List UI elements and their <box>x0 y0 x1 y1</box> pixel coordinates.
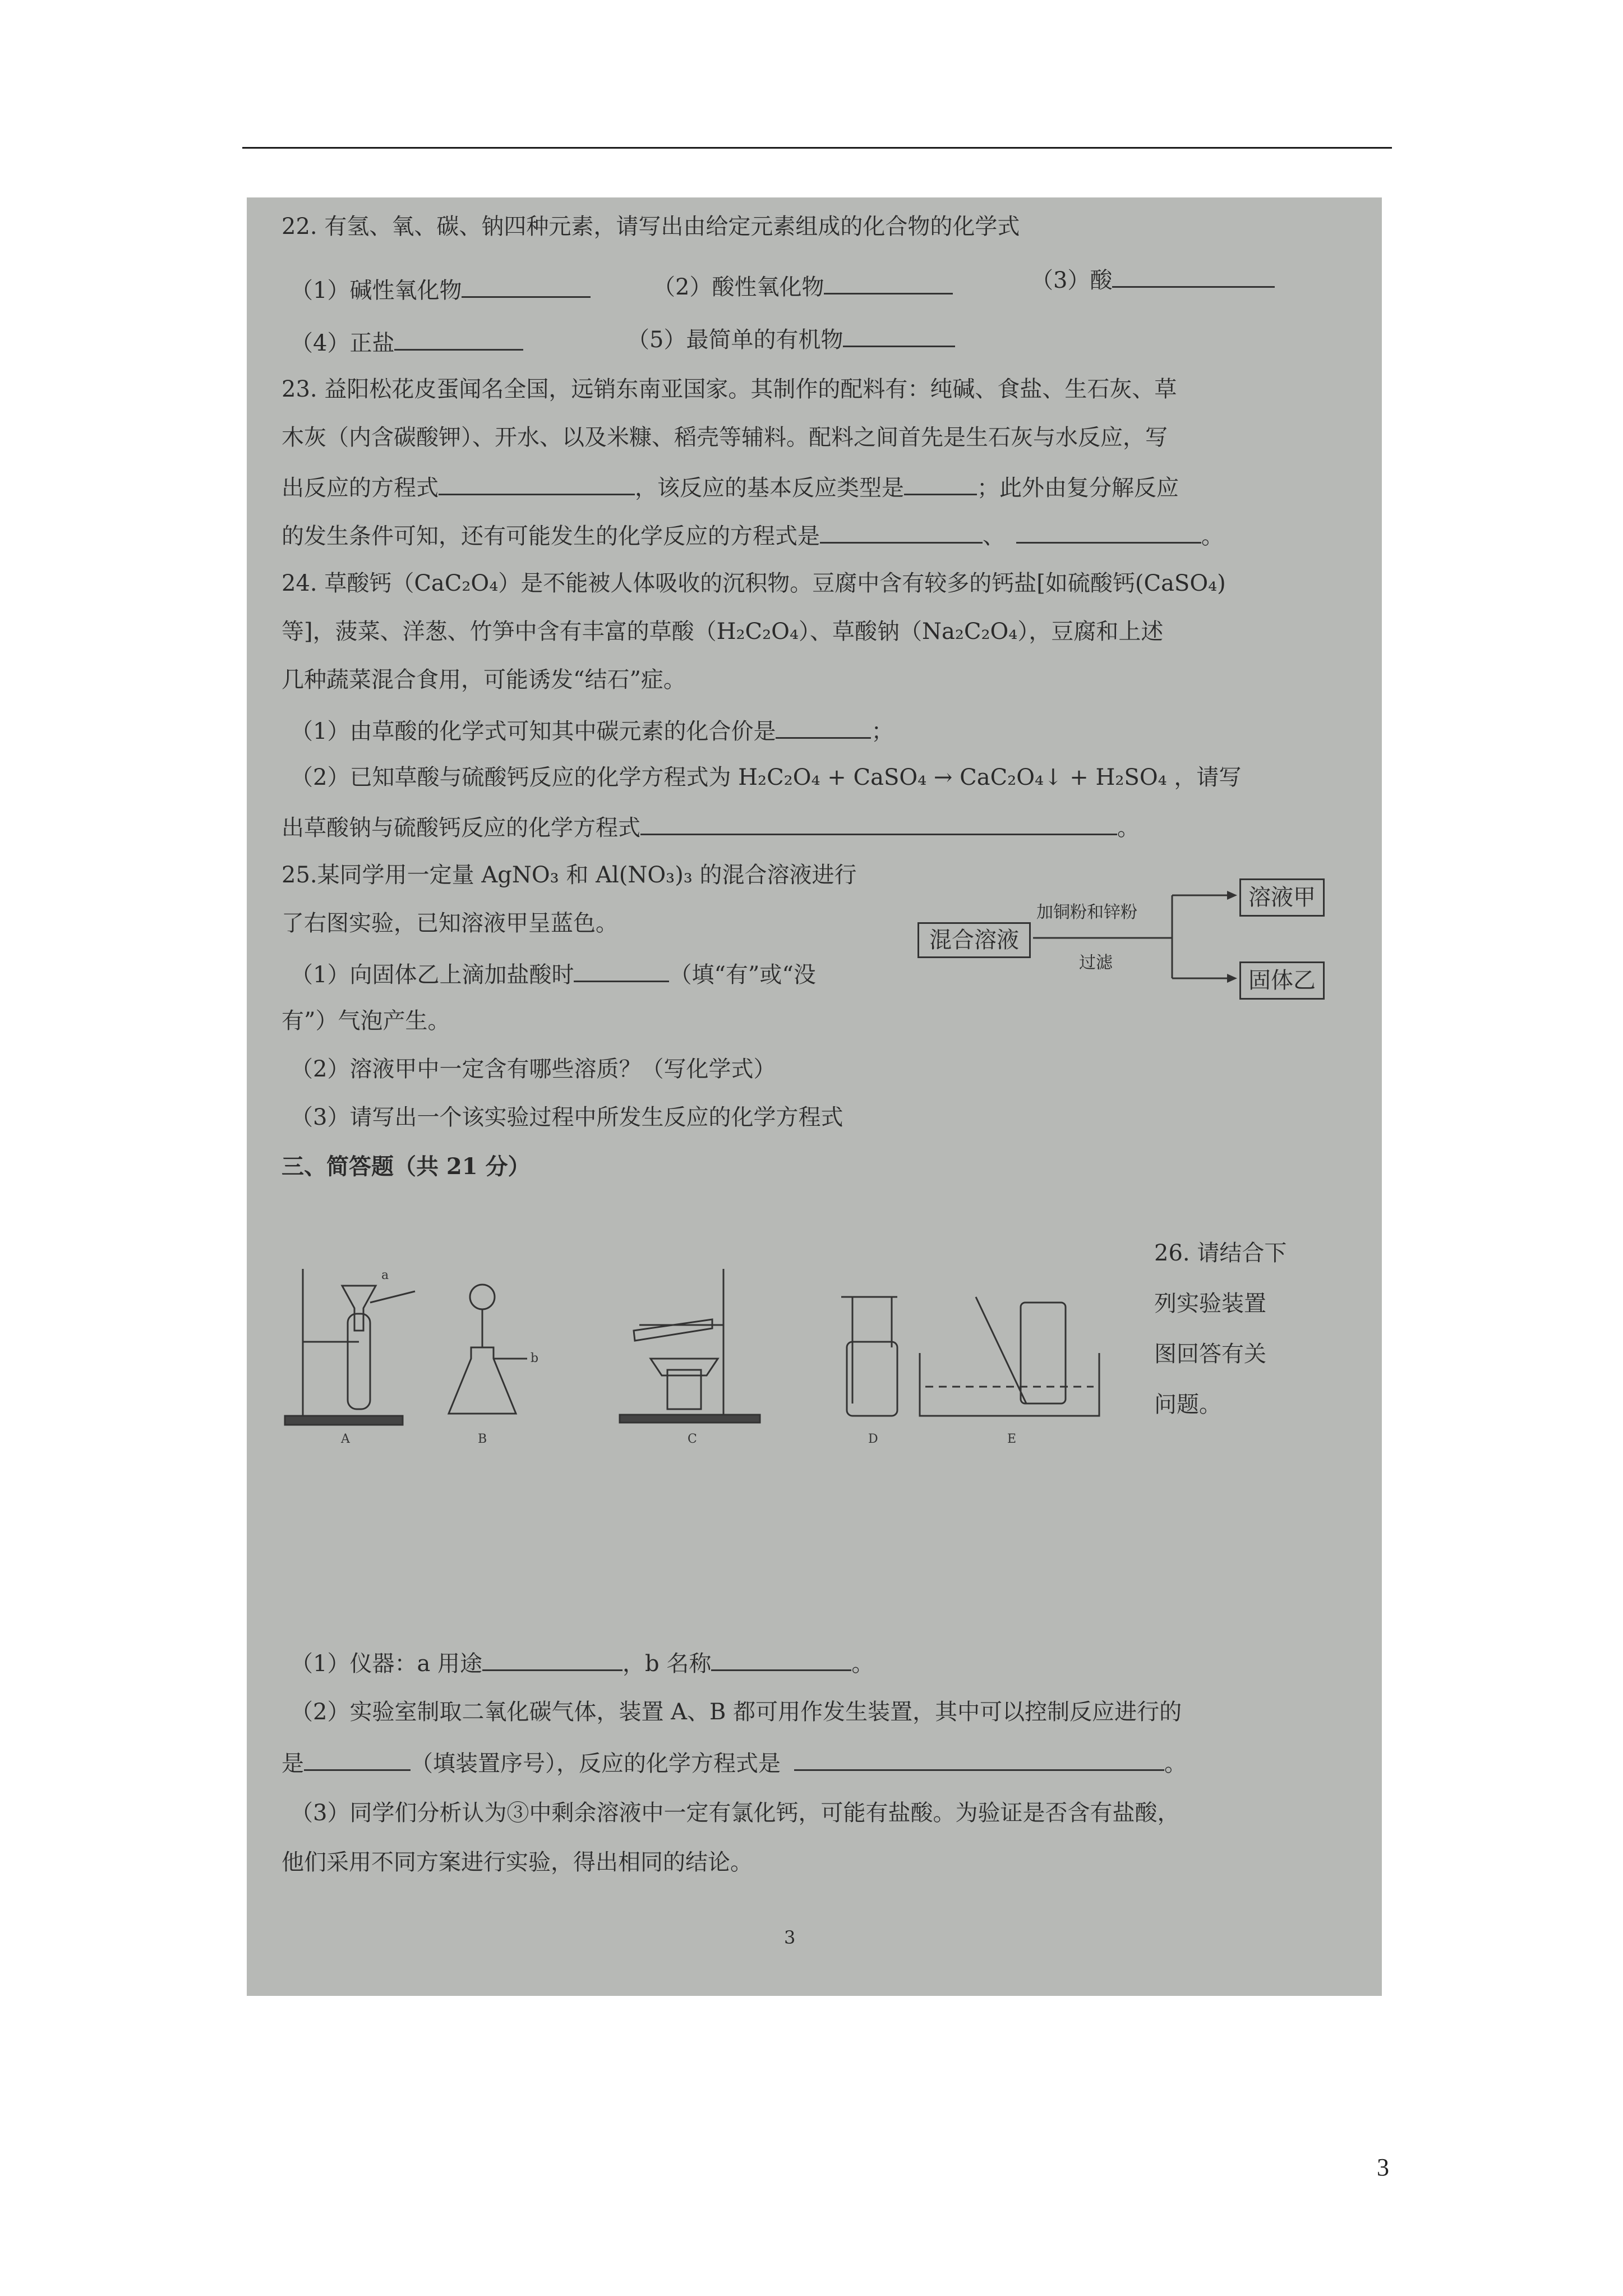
answer-blank[interactable] <box>1112 267 1275 288</box>
q26-side-4: 问题。 <box>1154 1392 1221 1418</box>
answer-blank[interactable] <box>904 475 977 495</box>
q22-part2: （2）酸性氧化物 <box>653 274 953 298</box>
answer-blank[interactable] <box>394 330 523 351</box>
page-number: 3 <box>1377 2154 1389 2181</box>
q23-line4: 的发生条件可知，还有可能发生的化学反应的方程式是 、 。 <box>282 523 1224 549</box>
apparatus-mark-a: a <box>381 1268 389 1282</box>
answer-blank[interactable] <box>304 1750 411 1771</box>
flow-solid-box: 固体乙 <box>1239 961 1325 1000</box>
flow-solution-box: 溶液甲 <box>1239 878 1325 917</box>
q22-part3: （3）酸 <box>1031 267 1275 292</box>
flow-reagent-label: 加铜粉和锌粉 <box>1036 903 1137 922</box>
apparatus-label-e: E <box>1007 1432 1017 1446</box>
q23-line2: 木灰（内含碳酸钾）、开水、以及米糠、稻壳等辅料。配料之间首先是生石灰与水反应，写 <box>282 425 1168 450</box>
apparatus-label-b: B <box>478 1432 487 1446</box>
answer-blank[interactable] <box>574 961 669 982</box>
q23-line3: 出反应的方程式 ，该反应的基本反应类型是 ；此外由复分解反应 <box>282 475 1179 501</box>
q25-part1-cont: 有”）气泡产生。 <box>282 1008 450 1034</box>
q25-part3: （3）请写出一个该实验过程中所发生反应的化学方程式 <box>291 1105 843 1130</box>
flow-op-label: 过滤 <box>1079 953 1113 973</box>
q26-side-3: 图回答有关 <box>1154 1341 1266 1367</box>
answer-blank[interactable] <box>711 1650 851 1671</box>
q25-part2: （2）溶液甲中一定含有哪些溶质？（写化学式） <box>291 1056 776 1082</box>
answer-blank[interactable] <box>439 475 635 495</box>
q24-line1: 24. 草酸钙（CaC₂O₄）是不能被人体吸收的沉积物。豆腐中含有较多的钙盐[如硫酸钙(CaSO₄) <box>282 570 1226 596</box>
q26-part3: （3）同学们分析认为③中剩余溶液中一定有氯化钙，可能有盐酸。为验证是否含有盐酸， <box>291 1800 1180 1826</box>
apparatus-mark-b: b <box>531 1351 539 1365</box>
answer-blank[interactable] <box>482 1650 623 1671</box>
q26-part2: （2）实验室制取二氧化碳气体，装置 A、B 都可用作发生装置，其中可以控制反应进行的 <box>291 1699 1182 1725</box>
q24-part1: （1）由草酸的化学式可知其中碳元素的化合价是 ； <box>291 719 894 744</box>
apparatus-label-a: A <box>341 1432 350 1446</box>
answer-blank[interactable] <box>794 1750 1164 1771</box>
q26-part3-cont: 他们采用不同方案进行实验，得出相同的结论。 <box>282 1849 753 1875</box>
q25-line2: 了右图实验，已知溶液甲呈蓝色。 <box>282 910 618 936</box>
q24-part2: （2）已知草酸与硫酸钙反应的化学方程式为 H₂C₂O₄ + CaSO₄ → CaC₂O₄↓ + H₂SO₄ ，请写 <box>291 765 1242 790</box>
answer-blank[interactable] <box>824 274 953 295</box>
answer-blank[interactable] <box>640 815 1117 835</box>
q24-line3: 几种蔬菜混合食用，可能诱发“结石”症。 <box>282 667 686 693</box>
answer-blank[interactable] <box>1016 523 1201 544</box>
q22-stem: 22. 有氢、氧、碳、钠四种元素，请写出由给定元素组成的化合物的化学式 <box>282 214 1020 240</box>
answer-blank[interactable] <box>776 718 871 739</box>
q26-part2-cont: 是 （填装置序号），反应的化学方程式是 。 <box>282 1751 1187 1777</box>
section3-heading: 三、简答题（共 21 分） <box>282 1153 531 1180</box>
apparatus-figure <box>280 1263 1133 1448</box>
q24-part2-cont: 出草酸钠与硫酸钙反应的化学方程式 。 <box>282 815 1140 841</box>
apparatus-label-c: C <box>688 1432 697 1446</box>
q26-side-2: 列实验装置 <box>1154 1291 1266 1317</box>
q25-part1: （1）向固体乙上滴加盐酸时 （填“有”或“没 <box>291 962 816 988</box>
q24-line2: 等]，菠菜、洋葱、竹笋中含有丰富的草酸（H₂C₂O₄）、草酸钠（Na₂C₂O₄），豆腐和上述 <box>282 619 1164 645</box>
q25-line1: 25.某同学用一定量 AgNO₃ 和 Al(NO₃)₃ 的混合溶液进行 <box>282 862 857 888</box>
answer-blank[interactable] <box>820 523 983 544</box>
q22-part1: （1）碱性氧化物 <box>291 277 591 302</box>
exam-photo <box>247 197 1382 1996</box>
q26-part1: （1）仪器：a 用途 ，b 名称 。 <box>291 1651 874 1677</box>
q22-part5: （5）最简单的有机物 <box>627 326 955 351</box>
apparatus-label-d: D <box>868 1432 878 1446</box>
q23-line1: 23. 益阳松花皮蛋闻名全国，远销东南亚国家。其制作的配料有：纯碱、食盐、生石灰、草 <box>282 376 1177 402</box>
answer-blank[interactable] <box>843 326 955 347</box>
flow-start-box: 混合溶液 <box>917 922 1031 958</box>
photo-page-number: 3 <box>784 1927 796 1948</box>
answer-blank[interactable] <box>462 277 591 298</box>
top-rule <box>242 147 1392 149</box>
q26-side-1: 26. 请结合下 <box>1154 1240 1287 1266</box>
q22-part4: （4）正盐 <box>291 330 523 355</box>
